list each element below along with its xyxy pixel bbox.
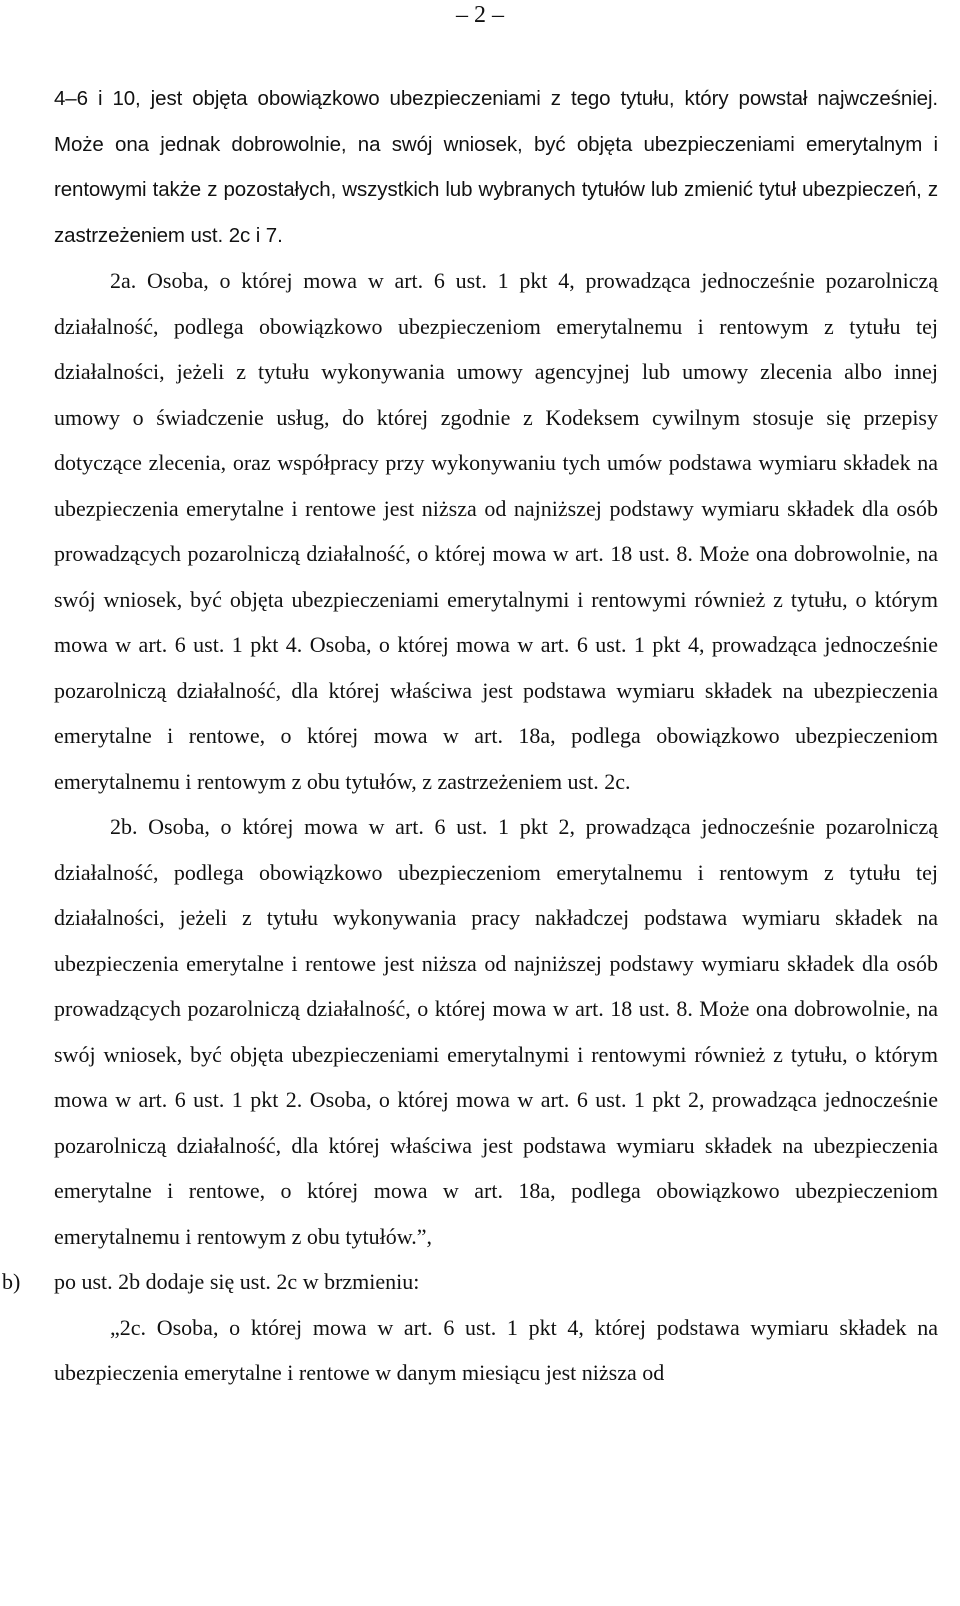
- paragraph-2a: 2a. Osoba, o której mowa w art. 6 ust. 1 pkt 4, prowadząca jednocześnie pozarolniczą działalność, podlega obowiązkowo ubezpieczeniom emerytalnemu i rentowym z tytułu tej działalności, jeżeli z tytułu wykonywania umowy agencyjnej lub umowy zlecenia albo innej umowy o świadczenie usług, do której zgodnie z Kodeksem cywilnym stosuje się przepisy dotyczące zlecenia, oraz współpracy przy wykonywaniu tych umów podstawa wymiaru składek na ubezpieczenia emerytalne i rentowe jest niższa od najniższej podstawy wymiaru składek dla osób prowadzących pozarolniczą działalność, o której mowa w art. 18 ust. 8. Może ona dobrowolnie, na swój wniosek, być objęta ubezpieczeniami emerytalnymi i rentowymi również z tytułu, o którym mowa w art. 6 ust. 1 pkt 4. Osoba, o której mowa w art. 6 ust. 1 pkt 4, prowadząca jednocześnie pozarolniczą działalność, dla której właściwa jest podstawa wymiaru składek na ubezpieczenia emerytalne i rentowe, o której mowa w art. 18a, podlega obowiązkowo ubezpieczeniom emerytalnemu i rentowym z obu tytułów, z zastrzeżeniem ust. 2c.: [54, 268, 938, 794]
- document-body: [2, 76, 938, 1396]
- paragraph-continuation: 4–6 i 10, jest objęta obowiązkowo ubezpieczeniami z tego tytułu, który powstał najwcześniej. Może ona jednak dobrowolnie, na swój wniosek, być objęta ubezpieczeniami emerytalnym i rentowymi także z pozostałych, wszystkich lub wybranych tytułów lub zmienić tytuł ubezpieczeń, z zastrzeżeniem ust. 2c i 7.: [54, 87, 938, 247]
- page-number: – 2 –: [456, 2, 504, 28]
- list-item-b: [2, 1259, 938, 1305]
- list-item-b-text: po ust. 2b dodaje się ust. 2c w brzmieniu:: [54, 1269, 420, 1294]
- paragraph-2c: „2c. Osoba, o której mowa w art. 6 ust. 1 pkt 4, której podstawa wymiaru składek na ubezpieczenia emerytalne i rentowe w danym miesiącu jest niższa od: [54, 1314, 938, 1385]
- list-marker-b: b): [2, 1269, 21, 1294]
- paragraph-2b: 2b. Osoba, o której mowa w art. 6 ust. 1 pkt 2, prowadząca jednocześnie pozarolniczą działalność, podlega obowiązkowo ubezpieczeniom emerytalnemu i rentowym z tytułu tej działalności, jeżeli z tytułu wykonywania pracy nakładczej podstawa wymiaru składek na ubezpieczenia emerytalne i rentowe jest niższa od najniższej podstawy wymiaru składek dla osób prowadzących pozarolniczą działalność, o której mowa w art. 18 ust. 8. Może ona dobrowolnie, na swój wniosek, być objęta ubezpieczeniami emerytalnymi i rentowymi również z tytułu, o którym mowa w art. 6 ust. 1 pkt 2. Osoba, o której mowa w art. 6 ust. 1 pkt 2, prowadząca jednocześnie pozarolniczą działalność, dla której właściwa jest podstawa wymiaru składek na ubezpieczenia emerytalne i rentowe, o której mowa w art. 18a, podlega obowiązkowo ubezpieczeniom emerytalnemu i rentowym z obu tytułów.”,: [54, 814, 938, 1249]
